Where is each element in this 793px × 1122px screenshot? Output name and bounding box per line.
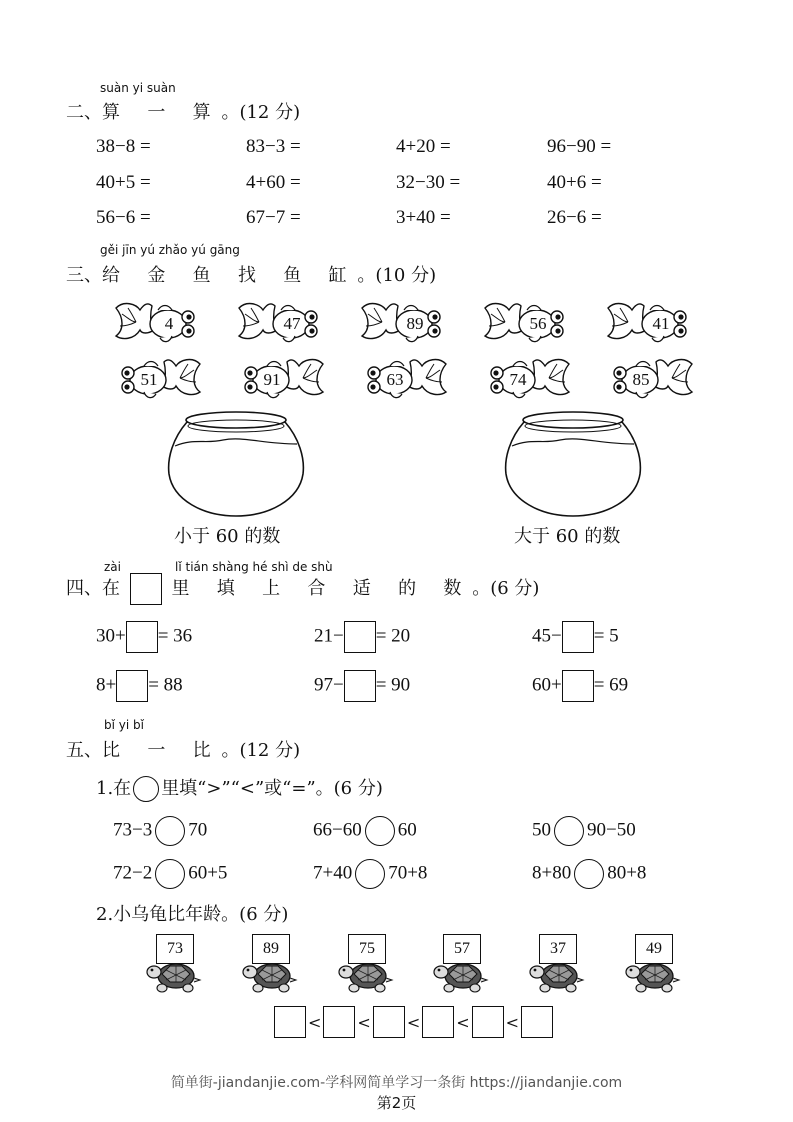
compare-circle[interactable] [355,859,385,889]
turtle-icon [242,952,300,994]
fill-box[interactable] [116,670,148,702]
compare-item [113,859,227,889]
sub1-instruction [96,774,383,802]
fill-left: 45− [532,625,562,647]
fishbowl-left [163,408,309,520]
order-box[interactable] [521,1006,553,1038]
fish [602,300,692,346]
compare-left: 66−60 [313,819,362,841]
fill-left: 8+ [96,674,117,696]
fill-right: = 5 [593,625,619,647]
fish [362,356,452,402]
fill-item [314,621,410,653]
fish-number: 41 [652,314,670,333]
compare-item [113,816,207,846]
turtle-age-card: 49 [635,934,673,964]
section4-pinyin: lǐ tián shàng hé shì de shù [175,560,333,574]
section3-pinyin: gěi jīn yú zhǎo yú gāng [100,243,240,257]
turtle-age-card: 57 [443,934,481,964]
fill-right: = 20 [375,625,411,647]
sub2-instruction: 2.小乌龟比年龄。(6 分) [96,904,289,925]
turtle [242,934,302,992]
calc-3-2: 67−7 = [246,207,301,228]
turtle-age-card: 75 [348,934,386,964]
calc-1-2: 83−3 = [246,136,301,157]
fill-right: = 88 [148,674,183,696]
order-box[interactable] [323,1006,355,1038]
fish [110,300,200,346]
turtle-age-card: 89 [252,934,290,964]
less-than-sign: < [505,1012,520,1032]
less-than-sign: < [308,1012,322,1032]
compare-left: 73−3 [113,819,153,841]
turtle [433,934,493,992]
turtle [338,934,398,992]
fish-number: 47 [283,314,301,333]
footer-watermark: 简单街-jiandanjie.com-学科网简单学习一条街 https://jiandanjie.com [170,1075,623,1091]
calc-1-3: 4+20 = [396,136,451,157]
fill-box[interactable] [344,670,376,702]
compare-circle[interactable] [365,816,395,846]
order-box[interactable] [422,1006,454,1038]
compare-circle[interactable] [155,859,185,889]
section2-pinyin: suàn yi suàn [100,81,176,95]
fill-left: 30+ [96,625,126,647]
fish-number: 91 [263,370,281,389]
page-number: 第2页 [376,1094,417,1112]
fill-right: = 90 [375,674,411,696]
order-row [274,1006,553,1038]
fill-left: 60+ [532,674,562,696]
fish-number: 63 [386,370,404,389]
section5-heading [66,736,300,762]
turtle-icon [529,952,587,994]
section4-suffix: 。(6 分) [472,578,540,599]
section3-suffix: 。(10 分) [357,265,437,286]
compare-item [313,816,417,846]
sub1-suffix: 里填“>”“<”或“=”。(6 分) [161,778,383,799]
fill-box[interactable] [344,621,376,653]
fill-left: 21− [314,625,344,647]
fish [239,356,329,402]
turtle-icon [433,952,491,994]
section4-heading [66,573,539,605]
compare-circle[interactable] [574,859,604,889]
fill-right: = 36 [157,625,193,647]
turtle-icon [625,952,683,994]
fill-box[interactable] [562,621,594,653]
turtle-age-card: 37 [539,934,577,964]
less-than-sign: < [406,1012,421,1032]
section2-prefix: 二、 [66,102,102,123]
fish-number: 85 [632,370,650,389]
calc-1-1: 38−8 = [96,136,151,157]
order-box[interactable] [373,1006,405,1038]
turtle-icon [338,952,396,994]
fill-box[interactable] [126,621,158,653]
turtle [529,934,589,992]
calc-2-1: 40+5 = [96,172,151,193]
turtle-icon [146,952,204,994]
fish-number: 56 [529,314,547,333]
compare-right: 80+8 [607,862,647,884]
section5-suffix: 。(12 分) [221,740,301,761]
section2-title: 算 一 算 [102,102,222,123]
turtle [625,934,685,992]
calc-2-2: 4+60 = [246,172,301,193]
section4-pinyin-zai: zài [104,560,121,574]
turtle-age-card: 73 [156,934,194,964]
fish [356,300,446,346]
calc-2-4: 40+6 = [547,172,602,193]
calc-3-1: 56−6 = [96,207,151,228]
calc-3-4: 26−6 = [547,207,602,228]
fill-left: 97− [314,674,344,696]
fill-item [96,621,192,653]
calc-3-3: 3+40 = [396,207,451,228]
compare-right: 60 [397,819,417,841]
compare-item [532,816,636,846]
answer-box-sample [130,573,162,605]
compare-right: 70+8 [388,862,428,884]
compare-item [532,859,646,889]
bowl-right-label: 大于 60 的数 [514,526,621,547]
compare-right: 90−50 [587,819,636,841]
order-box[interactable] [472,1006,504,1038]
fish [479,300,569,346]
calc-1-4: 96−90 = [547,136,612,157]
section3-title: 给 金 鱼 找 鱼 缸 [102,265,358,286]
order-box[interactable] [274,1006,306,1038]
compare-left: 50 [532,819,551,841]
section2-heading [66,98,300,124]
fish [485,356,575,402]
turtle [146,934,206,992]
fish-number: 51 [140,370,158,389]
section4-prefix: 四、在 [66,578,120,599]
bowl-left-label: 小于 60 的数 [174,526,281,547]
compare-right: 60+5 [188,862,228,884]
compare-circle[interactable] [155,816,185,846]
fish-number: 74 [509,370,527,389]
compare-circle[interactable] [554,816,584,846]
fish-number: 89 [406,314,424,333]
fill-item [532,670,628,702]
section3-heading [66,261,436,287]
section3-prefix: 三、 [66,265,102,286]
fish [116,356,206,402]
fishbowl-right [500,408,646,520]
fill-right: = 69 [593,674,629,696]
section2-suffix: 。(12 分) [221,102,301,123]
compare-left: 8+80 [532,862,572,884]
section5-prefix: 五、 [66,740,102,761]
compare-left: 7+40 [313,862,353,884]
fish-number: 4 [164,314,174,333]
fill-item [532,621,619,653]
fill-item [96,670,183,702]
compare-right: 70 [188,819,208,841]
fish [233,300,323,346]
calc-2-3: 32−30 = [396,172,461,193]
less-than-sign: < [357,1012,371,1032]
fish [608,356,698,402]
compare-left: 72−2 [113,862,153,884]
section4-title: 里 填 上 合 适 的 数 [171,578,473,599]
less-than-sign: < [456,1012,470,1032]
section5-pinyin: bǐ yi bǐ [104,718,144,732]
circle-sample [133,776,159,802]
compare-item [313,859,427,889]
section5-title: 比 一 比 [102,740,222,761]
fill-box[interactable] [562,670,594,702]
sub1-prefix: 1.在 [96,778,132,799]
fill-item [314,670,410,702]
